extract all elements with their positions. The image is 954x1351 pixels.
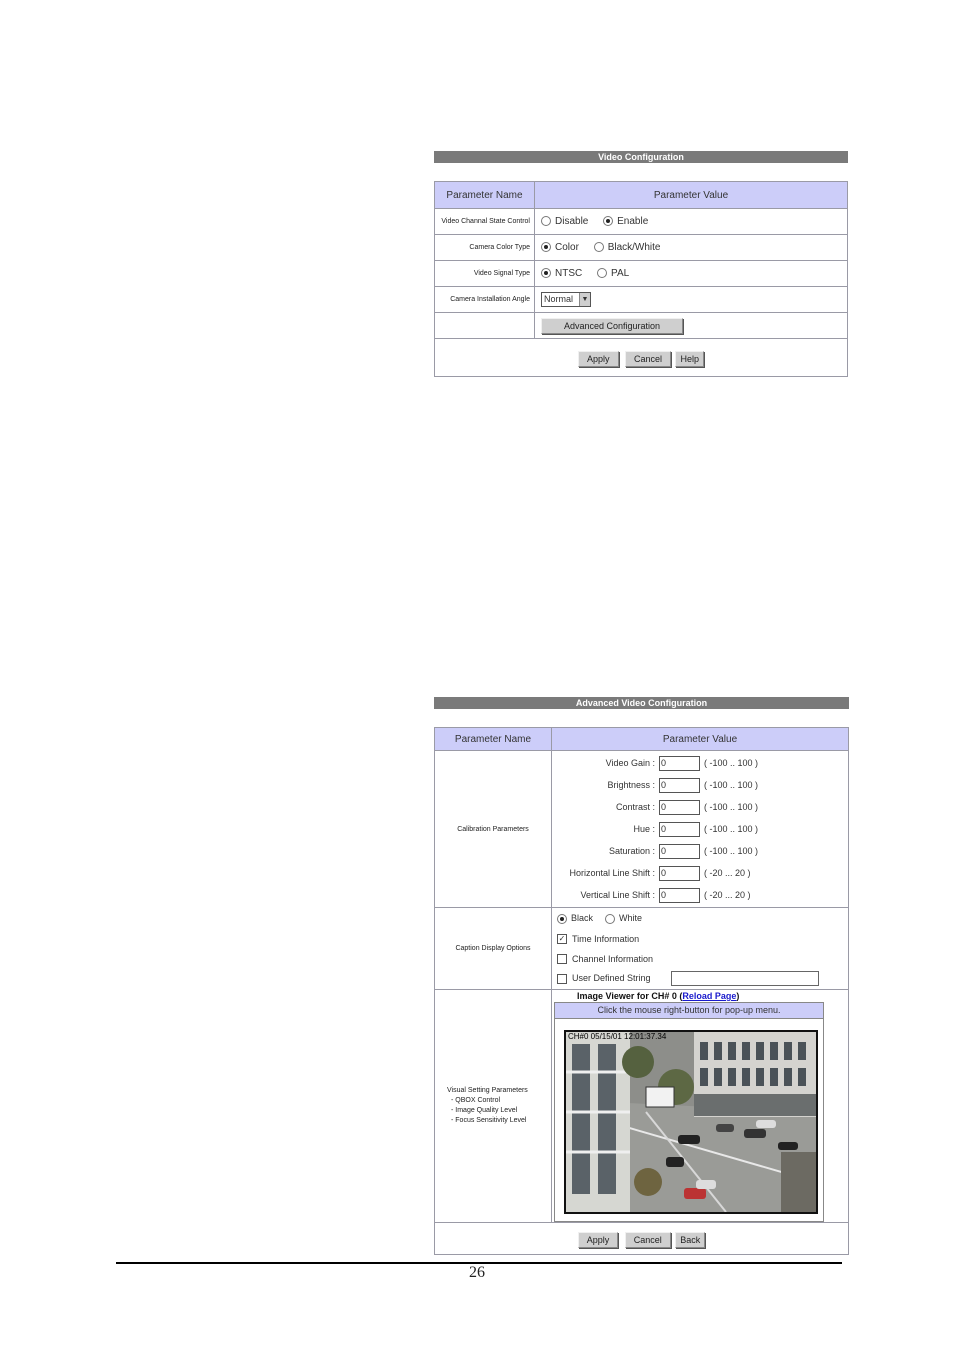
param-value-header: Parameter Value [552,728,849,751]
contrast-input[interactable]: 0 [659,800,700,815]
video-gain-row: Video Gain : 0 ( -100 .. 100 ) [552,752,778,774]
pal-radio[interactable]: PAL [597,268,629,279]
radio-icon [541,216,551,226]
reload-page-link[interactable]: Reload Page [682,991,737,1001]
param-name-header: Parameter Name [435,182,535,209]
row-advanced-actions [435,1223,849,1255]
row-caption [435,908,849,990]
visual-item: - Focus Sensitivity Level [451,1117,527,1124]
caption-white-radio[interactable]: White [605,913,642,924]
user-string-checkbox[interactable]: User Defined String [557,973,651,984]
image-viewer-title: Image Viewer for CH# 0 [577,991,677,1001]
row-advanced [435,313,848,339]
visual-setting-label: Visual Setting Parameters [447,1087,528,1094]
saturation-row: Saturation : 0 ( -100 .. 100 ) [552,840,778,862]
row-install-angle [435,287,848,313]
install-angle-label: Camera Installation Angle [435,287,535,313]
visual-item: - Image Quality Level [451,1107,518,1114]
camera-image[interactable] [564,1030,818,1214]
row-channel-state [435,209,848,235]
apply-button[interactable]: Apply [578,1232,619,1248]
param-value-header: Parameter Value [535,182,848,209]
enable-radio[interactable]: Enable [603,216,648,227]
image-viewer[interactable] [554,1002,824,1222]
black-white-radio[interactable]: Black/White [594,242,661,253]
brightness-input[interactable]: 0 [659,778,700,793]
video-config-panel [434,151,848,377]
row-actions [435,339,848,377]
install-angle-select[interactable]: Normal ▼ [541,292,591,307]
hue-input[interactable]: 0 [659,822,700,837]
radio-selected-icon [557,914,567,924]
radio-icon [605,914,615,924]
brightness-row: Brightness : 0 ( -100 .. 100 ) [552,774,778,796]
radio-selected-icon [541,242,551,252]
image-viewer-cell [552,990,849,1223]
calibration-label: Calibration Parameters [435,751,552,908]
time-info-checkbox[interactable]: ✓ Time Information [558,933,640,944]
radio-icon [597,268,607,278]
row-signal-type [435,261,848,287]
vertical-shift-input[interactable]: 0 [659,888,700,903]
help-button[interactable]: Help [675,351,704,367]
osd-timestamp: CH#0 05/15/01 12:01:37.34 [568,1032,667,1041]
param-name-header: Parameter Name [435,728,552,751]
calibration-fields [552,751,849,908]
color-radio[interactable]: Color [541,242,579,253]
advanced-config-panel [434,697,849,1255]
contrast-row: Contrast : 0 ( -100 .. 100 ) [552,796,778,818]
caption-fields [552,908,849,990]
vertical-shift-row: Vertical Line Shift : 0 ( -20 ... 20 ) [552,884,778,906]
caption-label: Caption Display Options [435,908,552,990]
channel-state-label: Video Channal State Control [435,209,535,235]
color-type-label: Camera Color Type [435,235,535,261]
page-number: 26 [469,1264,485,1281]
video-config-title: Video Configuration [434,151,848,163]
advanced-config-table [434,727,849,1255]
caption-black-radio[interactable]: Black [557,913,593,924]
radio-icon [594,242,604,252]
checkbox-checked-icon: ✓ [558,933,566,943]
horizontal-shift-input[interactable]: 0 [659,866,700,881]
radio-selected-icon [541,268,551,278]
dropdown-arrow-icon: ▼ [579,293,590,306]
cancel-button[interactable]: Cancel [625,1232,671,1248]
row-calibration [435,751,849,908]
visual-item: - QBOX Control [451,1097,501,1104]
checkbox-icon [557,974,567,984]
visual-setting-cell [435,990,552,1223]
viewer-hint: Click the mouse right-button for pop-up menu. [555,1003,823,1019]
advanced-config-title: Advanced Video Configuration [434,697,849,709]
channel-info-checkbox[interactable]: Channel Information [557,949,848,969]
row-visual [435,990,849,1223]
hue-row: Hue : 0 ( -100 .. 100 ) [552,818,778,840]
video-config-table [434,181,848,377]
signal-type-label: Video Signal Type [435,261,535,287]
disable-radio[interactable]: Disable [541,216,588,227]
advanced-configuration-button[interactable]: Advanced Configuration [541,318,683,334]
back-button[interactable]: Back [675,1232,705,1248]
radio-selected-icon [603,216,613,226]
saturation-input[interactable]: 0 [659,844,700,859]
checkbox-icon [557,954,567,964]
ntsc-radio[interactable]: NTSC [541,268,582,279]
horizontal-shift-row: Horizontal Line Shift : 0 ( -20 ... 20 ) [552,862,778,884]
apply-button[interactable]: Apply [578,351,619,367]
video-gain-input[interactable]: 0 [659,756,700,771]
row-color-type [435,235,848,261]
street-scene-image [566,1032,816,1212]
image-viewer-title-row: Image Viewer for CH# 0 (Reload Page) [577,991,740,1001]
user-string-input[interactable] [671,971,819,986]
cancel-button[interactable]: Cancel [625,351,671,367]
